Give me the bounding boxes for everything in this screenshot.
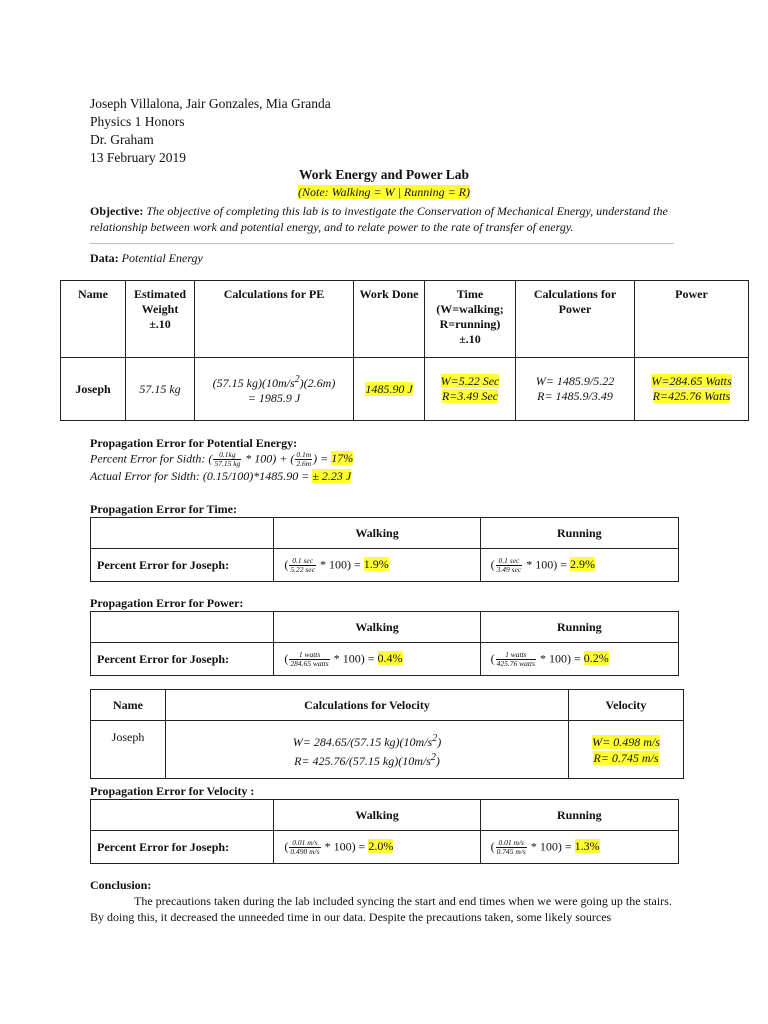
power-running-cell: [480, 643, 678, 676]
row-label: Percent Error for Joseph:: [91, 643, 274, 676]
time-error-table: [90, 517, 679, 582]
table-header-row: [91, 690, 684, 721]
pe-actual-label: Actual Error for Sidth: (0.15/100)*1485.90 =: [90, 469, 313, 483]
cell-calc-velocity: [166, 721, 569, 779]
pe-frac1-den: 57.15 kg: [214, 459, 241, 468]
power-r-num: 1 watts: [496, 651, 536, 660]
vel-w-value: 2.0%: [368, 838, 394, 853]
table-row: [91, 831, 679, 864]
time-w-num: 0.1 sec: [289, 557, 316, 566]
time-walking-cell: [274, 549, 480, 582]
times-100: * 100) =: [321, 838, 369, 853]
blank-header: [91, 518, 274, 549]
pe-frac1: [213, 451, 241, 468]
conclusion-text: The precautions taken during the lab included syncing the start and end times when we were going up the stairs. By doing this, it decreased the unneeded time in our data. Despite the precautions taken, some likely sources: [90, 894, 672, 924]
cell-time: [425, 358, 516, 421]
pe-actual-value: ± 2.23 J: [312, 469, 352, 483]
col-header-calc-pe: Calculations for PE: [195, 281, 354, 358]
power-w-value: 0.4%: [377, 650, 403, 665]
table-row: [91, 721, 684, 779]
col-header-calc-power: Calculations for Power: [516, 281, 635, 358]
objective-text: The objective of completing this lab is to investigate the Conservation of Mechanical Energy, understand the relationship between work and potential energy, and to relate power to the rate of transfer of energy.: [90, 204, 668, 234]
col-header-work: Work Done: [354, 281, 425, 358]
time-running: R=3.49 Sec: [441, 389, 499, 403]
power-walking: W=284.65 Watts: [651, 374, 732, 388]
pe-frac2-num: 0.1m: [296, 450, 312, 459]
times-100: * 100) =: [316, 556, 364, 571]
calc-velocity-r-sup: 2: [430, 751, 436, 763]
cell-work: [354, 358, 425, 421]
pe-end: ) =: [313, 451, 332, 466]
calc-pe-part2: )(2.6m): [299, 376, 336, 390]
calc-velocity-running: R= 425.76/(57.15 kg)(10m/s: [294, 753, 431, 768]
cell-power: [635, 358, 749, 421]
document-header: [90, 95, 331, 167]
cell-calc-power: [516, 358, 635, 421]
pe-mid: * 100) + (: [242, 451, 295, 466]
data-label-value: Potential Energy: [121, 251, 203, 265]
col-header-running: Running: [480, 800, 678, 831]
time-w-value: 1.9%: [363, 556, 389, 571]
table-header-row: [91, 612, 679, 643]
power-r-den: 425.76 watts: [496, 658, 536, 668]
time-r-den: 3.49 sec: [496, 564, 522, 574]
vel-r-den: 0.745 m/s: [496, 846, 526, 856]
pe-frac2-den: 2.6m: [296, 459, 312, 468]
calc-velocity-walking: W= 284.65/(57.15 kg)(10m/s: [292, 734, 433, 749]
pe-frac1-num: 0.1kg: [213, 451, 241, 460]
authors: Joseph Villalona, Jair Gonzales, Mia Granda: [90, 96, 331, 111]
calc-pe-sup: 2: [294, 374, 300, 385]
work-value: 1485.90 J: [365, 381, 413, 396]
power-error-table: [90, 611, 679, 676]
col-header-weight-text: Estimated Weight ±.10: [134, 287, 186, 331]
open-paren: (: [284, 556, 289, 571]
col-header-power: Power: [635, 281, 749, 358]
col-header-calc-velocity: Calculations for Velocity: [166, 690, 569, 721]
vel-w-frac: [289, 839, 320, 856]
divider: [90, 243, 674, 244]
row-label: Percent Error for Joseph:: [91, 831, 274, 864]
time-r-frac: [496, 557, 523, 574]
calc-velocity-w-close: ): [437, 734, 442, 749]
velocity-walking-cell: [274, 831, 480, 864]
row-label: Percent Error for Joseph:: [91, 549, 274, 582]
objective-label: Objective:: [90, 204, 144, 218]
col-header-velocity: Velocity: [569, 690, 684, 721]
cell-calc-pe: [195, 358, 354, 421]
power-w-frac: [289, 651, 329, 668]
power-running: R=425.76 Watts: [652, 389, 731, 403]
conclusion-heading: Conclusion:: [90, 878, 152, 892]
cell-velocity: [569, 721, 684, 779]
teacher: Dr. Graham: [90, 132, 154, 147]
col-header-weight: [126, 281, 195, 358]
table-header-row: [91, 800, 679, 831]
table-row: [91, 549, 679, 582]
vel-r-num: 0.01 m/s: [496, 839, 527, 848]
pe-percent-label: Percent Error for Sidth: (: [90, 451, 213, 466]
note-text: (Note: Walking = W | Running = R): [297, 185, 471, 199]
col-header-name: Name: [91, 690, 166, 721]
open-paren: (: [490, 556, 495, 571]
open-paren: (: [490, 650, 495, 665]
note: [0, 185, 768, 200]
time-walking: W=5.22 Sec: [440, 374, 500, 388]
time-w-frac: [289, 557, 316, 574]
col-header-time: Time (W=walking; R=running) ±.10: [425, 281, 516, 358]
data-label-key: Data:: [90, 251, 119, 265]
velocity-running-cell: [480, 831, 678, 864]
table-row: [91, 643, 679, 676]
times-100: * 100) =: [523, 556, 571, 571]
times-100: * 100) =: [330, 650, 378, 665]
table-row: [61, 358, 749, 421]
date: 13 February 2019: [90, 150, 186, 165]
blank-header: [91, 612, 274, 643]
pe-frac2: [295, 451, 312, 468]
col-header-walking: Walking: [274, 800, 480, 831]
cell-weight: 57.15 kg: [126, 358, 195, 421]
col-header-walking: Walking: [274, 612, 480, 643]
calc-pe-result: = 1985.9 J: [247, 391, 301, 405]
power-w-num: 1 watts: [289, 651, 329, 660]
vel-w-den: 0.498 m/s: [290, 846, 320, 856]
vel-w-num: 0.01 m/s: [289, 839, 320, 848]
times-100: * 100) =: [527, 838, 575, 853]
col-header-name: Name: [61, 281, 126, 358]
calc-pe-part1: (57.15 kg)(10m/s: [212, 376, 295, 390]
cell-name: Joseph: [91, 721, 166, 779]
power-walking-cell: [274, 643, 480, 676]
objective: [90, 203, 685, 235]
power-r-frac: [496, 651, 536, 668]
time-w-den: 5.22 sec: [290, 564, 315, 574]
calc-power-walking: W= 1485.9/5.22: [535, 374, 615, 388]
velocity-table: [90, 689, 684, 779]
velocity-running: R= 0.745 m/s: [593, 750, 659, 765]
power-w-den: 284.65 watts: [290, 658, 329, 668]
time-r-num: 0.1 sec: [496, 557, 523, 566]
open-paren: (: [284, 650, 289, 665]
velocity-walking: W= 0.498 m/s: [592, 734, 660, 749]
time-r-value: 2.9%: [570, 556, 596, 571]
power-error-heading: Propagation Error for Power:: [90, 596, 244, 610]
cell-name: Joseph: [61, 358, 126, 421]
potential-energy-table: [60, 280, 749, 421]
document-title: Work Energy and Power Lab: [298, 167, 469, 182]
blank-header: [91, 800, 274, 831]
calc-power-running: R= 1485.9/3.49: [537, 389, 613, 403]
col-header-running: Running: [480, 518, 678, 549]
col-header-walking: Walking: [274, 518, 480, 549]
time-error-heading: Propagation Error for Time:: [90, 502, 237, 516]
times-100: * 100) =: [537, 650, 584, 665]
velocity-error-table: [90, 799, 679, 864]
conclusion: [90, 877, 680, 925]
open-paren: (: [284, 838, 289, 853]
pe-actual-error: [90, 469, 351, 484]
pe-percent-error: [90, 451, 353, 468]
course: Physics 1 Honors: [90, 114, 185, 129]
open-paren: (: [490, 838, 495, 853]
col-header-running: Running: [480, 612, 678, 643]
calc-velocity-w-sup: 2: [432, 732, 438, 744]
pe-percent-value: 17%: [331, 451, 354, 466]
calc-velocity-r-close: ): [435, 753, 440, 768]
data-label: [90, 251, 203, 266]
time-running-cell: [480, 549, 678, 582]
power-r-value: 0.2%: [583, 650, 609, 665]
table-header-row: [61, 281, 749, 358]
vel-r-frac: [496, 839, 527, 856]
table-header-row: [91, 518, 679, 549]
pe-error-heading: Propagation Error for Potential Energy:: [90, 436, 298, 450]
velocity-error-heading: Propagation Error for Velocity :: [90, 784, 255, 798]
vel-r-value: 1.3%: [574, 838, 600, 853]
